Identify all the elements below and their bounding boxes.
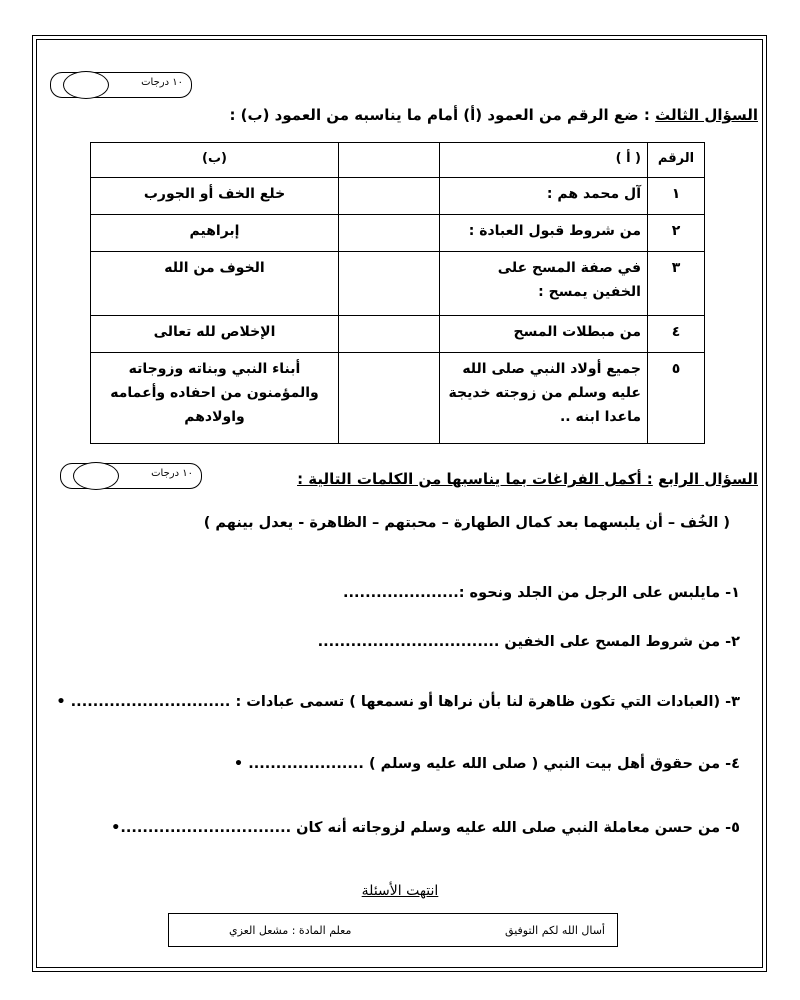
- answer-cell[interactable]: [339, 252, 440, 316]
- q3-title: السؤال الثالث: [655, 106, 758, 124]
- table-row: [91, 353, 705, 444]
- row-column-a: جميع أولاد النبي صلى الله عليه وسلم من زوجته خديجة ماعدا ابنه ..: [440, 353, 648, 444]
- answer-cell[interactable]: [339, 353, 440, 444]
- row-column-a: من مبطلات المسح: [440, 316, 648, 353]
- table-header-row: [91, 143, 705, 178]
- row-column-b: الخوف من الله: [91, 252, 339, 316]
- fill-item-2[interactable]: ٢- من شروط المسح على الخفين .................................: [317, 634, 740, 650]
- answer-cell[interactable]: [339, 178, 440, 215]
- grade-label: ١٠ درجات: [151, 468, 193, 479]
- header-answer: [339, 143, 440, 178]
- footer-box: [168, 913, 618, 947]
- header-column-a: ( أ ): [440, 143, 648, 178]
- q3-instruction: : ضع الرقم من العمود (أ) أمام ما يناسبه من العمود (ب) :: [229, 106, 650, 124]
- row-column-b: إبراهيم: [91, 215, 339, 252]
- header-number: الرقم: [648, 143, 705, 178]
- table-row: [91, 178, 705, 215]
- q4-title: السؤال الرابع: [658, 470, 758, 488]
- row-number: ٢: [648, 215, 705, 252]
- fill-item-4[interactable]: ٤- من حقوق أهل بيت النبي ( صلى الله عليه وسلم ) ..................... •: [233, 756, 740, 772]
- grade-oval: [63, 71, 109, 99]
- word-bank: ( الخُف – أن يلبسهما بعد كمال الطهارة – محبتهم – الظاهرة - يعدل بينهم ): [203, 515, 730, 531]
- footer-wish: أسال الله لكم التوفيق: [505, 924, 605, 937]
- matching-table: [90, 142, 705, 444]
- q4-heading: [297, 470, 758, 488]
- q4-grade-box: [60, 463, 202, 489]
- q4-instruction: : أكمل الفراغات بما يناسبها من الكلمات التالية :: [297, 470, 653, 488]
- row-column-b: خلع الخف أو الجورب: [91, 178, 339, 215]
- q3-heading: [229, 106, 758, 124]
- end-of-questions: انتهت الأسئلة: [361, 883, 439, 899]
- row-number: ٥: [648, 353, 705, 444]
- row-column-a: من شروط قبول العبادة :: [440, 215, 648, 252]
- fill-item-5[interactable]: ٥- من حسن معاملة النبي صلى الله عليه وسلم لزوجاته أنه كان ...............................•: [111, 820, 740, 836]
- grade-label: ١٠ درجات: [141, 77, 183, 88]
- table-row: [91, 316, 705, 353]
- header-column-b: (ب): [91, 143, 339, 178]
- row-number: ١: [648, 178, 705, 215]
- answer-cell[interactable]: [339, 215, 440, 252]
- answer-cell[interactable]: [339, 316, 440, 353]
- row-number: ٤: [648, 316, 705, 353]
- q3-grade-box: [50, 72, 192, 98]
- row-column-a: في صفة المسح على الخفين يمسح :: [440, 252, 648, 316]
- row-column-b: الإخلاص لله تعالى: [91, 316, 339, 353]
- row-column-b: أبناء النبي وبناته وزوجاته والمؤمنون من احفاده وأعمامه واولادهم: [91, 353, 339, 444]
- footer-teacher: معلم المادة : مشعل العزي: [229, 924, 352, 937]
- fill-item-3[interactable]: ٣- (العبادات التي تكون ظاهرة لنا بأن نراها أو نسمعها ) تسمى عبادات : ............................. •: [56, 694, 740, 710]
- table-row: [91, 252, 705, 316]
- fill-item-1[interactable]: ١- مايلبس على الرجل من الجلد ونحوه :.....................: [343, 585, 740, 601]
- grade-oval: [73, 462, 119, 490]
- table-row: [91, 215, 705, 252]
- row-number: ٣: [648, 252, 705, 316]
- row-column-a: آل محمد هم :: [440, 178, 648, 215]
